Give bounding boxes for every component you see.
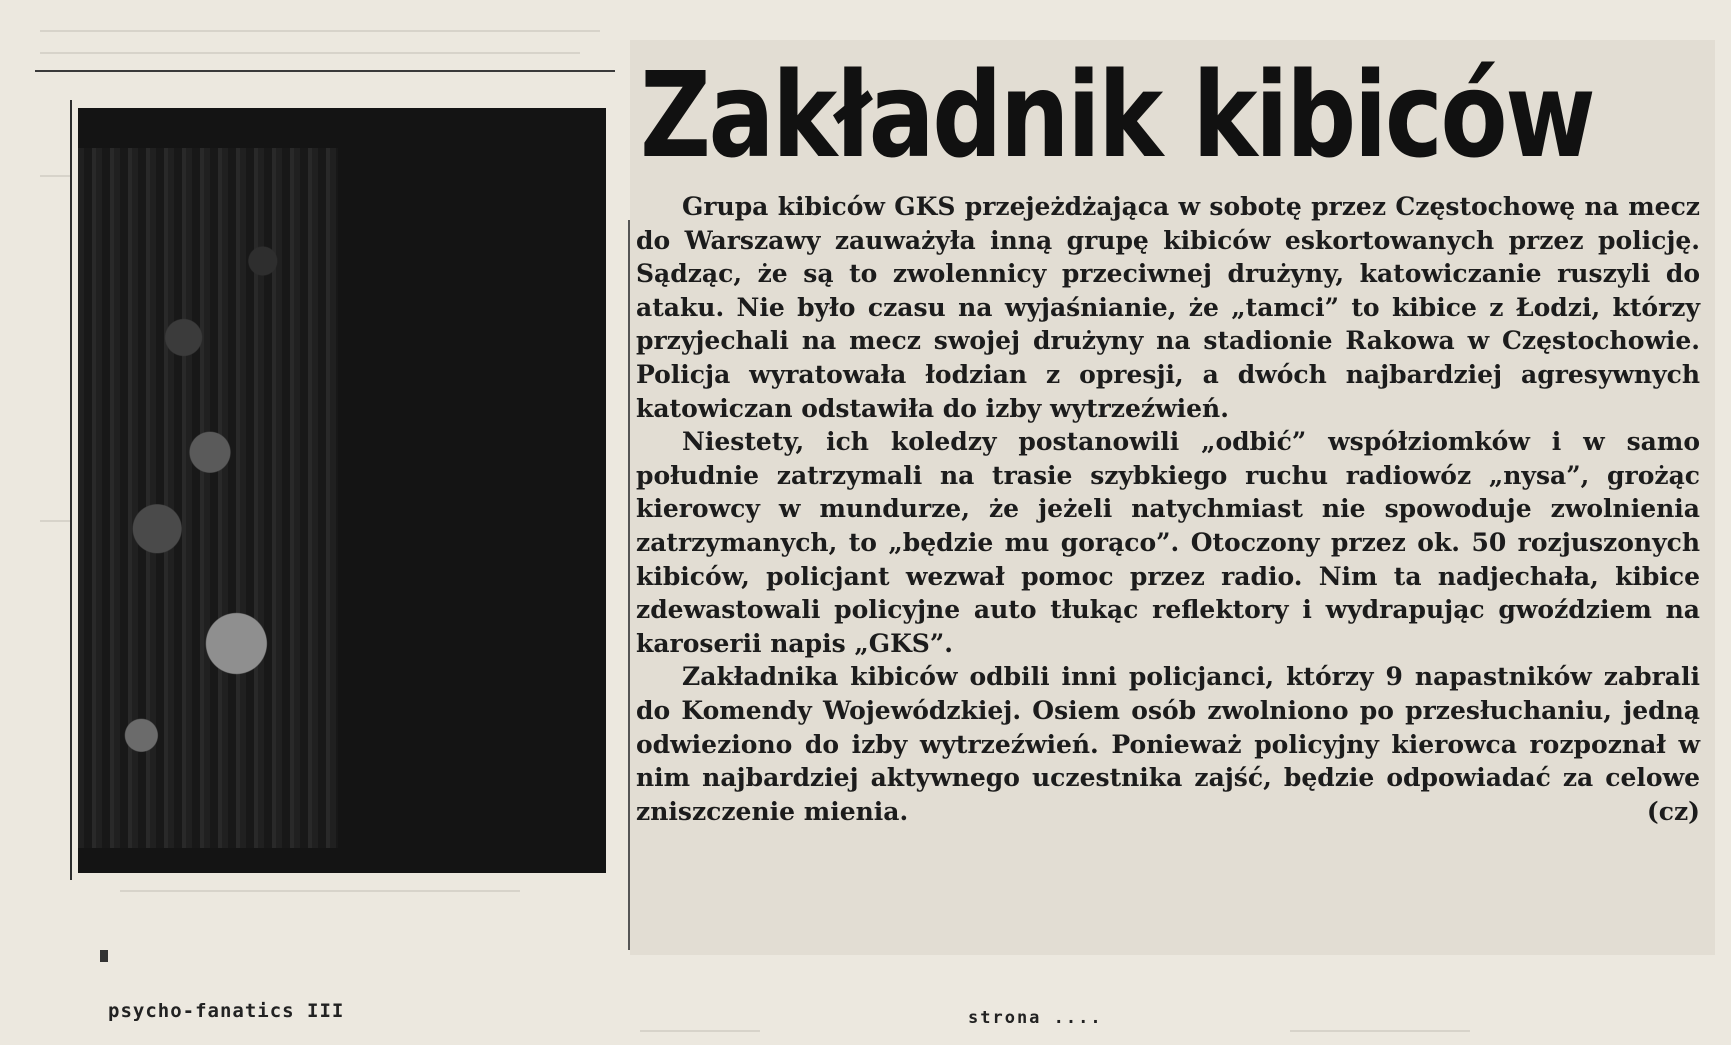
footer-page-number: strona .... (968, 1008, 1103, 1028)
author-signature: (cz) (1646, 796, 1700, 826)
bleed-through-line (120, 890, 520, 892)
photo-border (70, 100, 72, 880)
article-paragraph-text: Zakładnika kibiców odbili inni policjanci, którzy 9 napastników zabrali do Komendy Wojewódzkiej. Osiem osób zwolniono po przesłuchaniu, jedną odwieziono do izby wytrzeźwień. Ponieważ policyjny kierowca rozpoznał w nim najbardziej aktywnego uczestnika zajść, będzie odpowiadać za celowe zniszczenie mienia. (636, 662, 1700, 826)
photo-grain (78, 108, 606, 873)
bleed-through-line (40, 52, 580, 54)
bleed-through-line (640, 1030, 760, 1032)
bleed-through-line (40, 30, 600, 32)
article-paragraph: Niestety, ich koledzy postanowili „odbić” współziomków i w samo południe zatrzymali na trasie szybkiego ruchu radiowóz „nysa”, grożąc kierowcy w mundurze, że jeżeli natychmiast nie spowoduje zwolnienia zatrzymanych, to „będzie mu gorąco”. Otoczony przez ok. 50 rozjuszonych kibiców, policjant wezwał pomoc przez radio. Nim ta nadjechała, kibice zdewastowali policyjne auto tłukąc reflektory i wydrapując gwoździem na karoserii napis „GKS”. (636, 427, 1700, 658)
crowd-photo (78, 108, 606, 873)
article-paragraph: Grupa kibiców GKS przejeżdżająca w sobotę przez Częstochowę na mecz do Warszawy zauważyła inną grupę kibiców eskortowanych przez policję. Sądząc, że są to zwolennicy przeciwnej drużyny, katowiczanie ruszyli do ataku. Nie było czasu na wyjaśnianie, że „tamci” to kibice z Łodzi, którzy przyjechali na mecz swojej drużyny na stadionie Rakowa w Częstochowie. Policja wyratowała łodzian z opresji, a dwóch najbardziej agresywnych katowiczan odstawiła do izby wytrzeźwień. (636, 192, 1700, 423)
bleed-through-line (1290, 1030, 1470, 1032)
bleed-through-line (40, 175, 70, 177)
footer-zine-title: psycho-fanatics III (108, 1000, 345, 1022)
clipping-edge (628, 220, 630, 950)
headline: Zakładnik kibiców (640, 46, 1594, 184)
top-rule (35, 70, 615, 72)
article-body (636, 190, 1700, 950)
bleed-through-line (40, 520, 70, 522)
article-paragraph (636, 660, 1700, 828)
margin-mark (100, 950, 108, 962)
